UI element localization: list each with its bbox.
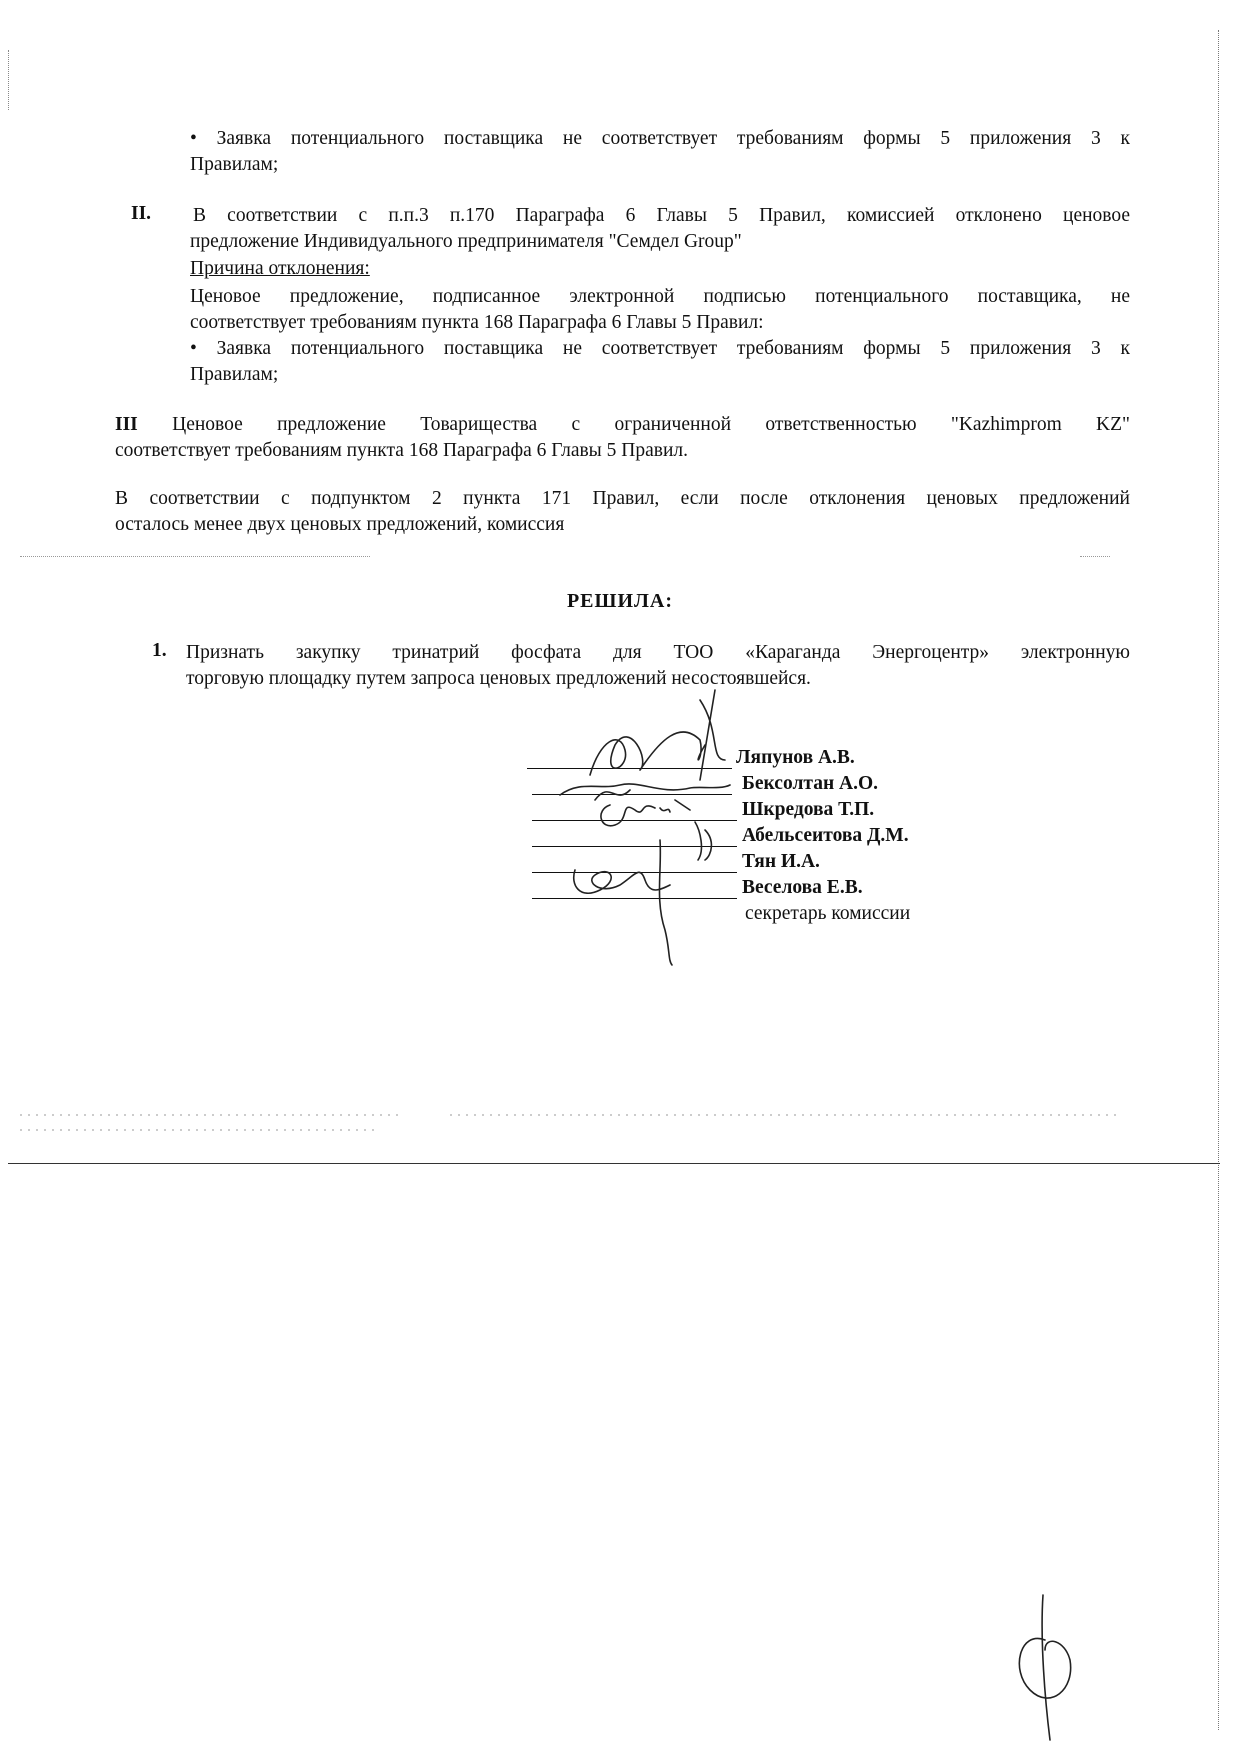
signature-6 xyxy=(659,840,672,965)
signature-2 xyxy=(560,784,730,800)
secretary-role: секретарь комиссии xyxy=(745,903,911,924)
decision-item-number: 1. xyxy=(152,640,167,661)
signatory-name-6: Веселова Е.В. xyxy=(742,877,863,898)
conclusion-line-2: осталось менее двух ценовых предложений, комиссия xyxy=(115,514,565,535)
section-iii-line-2: соответствует требованиям пункта 168 Параграфа 6 Главы 5 Правил. xyxy=(115,440,689,461)
signatory-name-4: Абельсеитова Д.М. xyxy=(742,825,909,846)
section-iii-text-1: Ценовое предложение Товарищества с ограниченной ответственностью "Kazhimprom KZ" xyxy=(172,414,1131,435)
signature-1 xyxy=(590,690,725,780)
signature-4 xyxy=(695,822,711,860)
top-bullet-line-1: • Заявка потенциального поставщика не соответствует требованиям формы 5 приложения 3 к xyxy=(190,128,1130,149)
section-ii-reason-line-2: соответствует требованиям пункта 168 Параграфа 6 Главы 5 Правил: xyxy=(190,312,764,333)
signatory-name-1: Ляпунов А.В. xyxy=(736,747,855,768)
section-ii-reason-line-1: Ценовое предложение, подписанное электронной подписью потенциального поставщика, не xyxy=(190,286,1130,307)
signatory-name-5: Тян И.А. xyxy=(742,851,820,872)
section-ii-reason-label: Причина отклонения: xyxy=(190,258,370,279)
decision-item-line-2: торговую площадку путем запроса ценовых предложений несостоявшейся. xyxy=(186,668,811,689)
decision-item-line-1: Признать закупку тринатрий фосфата для ТОО «Караганда Энергоцентр» электронную xyxy=(186,642,1130,663)
section-iii-number: III xyxy=(115,414,138,435)
section-ii-bullet-line-1: • Заявка потенциального поставщика не соответствует требованиям формы 5 приложения 3 к xyxy=(190,338,1130,359)
decision-heading: РЕШИЛА: xyxy=(566,590,674,612)
top-bullet-line-2: Правилам; xyxy=(190,154,279,175)
signature-5 xyxy=(574,870,670,893)
conclusion-line-1: В соответствии с подпунктом 2 пункта 171 Правил, если после отклонения ценовых предложений xyxy=(115,488,1130,509)
initials-mark xyxy=(1019,1595,1070,1740)
signatory-name-2: Бексолтан А.О. xyxy=(742,773,879,794)
page-divider-line xyxy=(8,1163,1220,1164)
signatory-name-3: Шкредова Т.П. xyxy=(742,799,875,820)
section-ii-bullet-line-2: Правилам; xyxy=(190,364,279,385)
section-ii-line-2: предложение Индивидуального предпринимателя "Семдел Group" xyxy=(190,231,742,252)
section-ii-number: II. xyxy=(131,203,152,224)
section-ii-line-1: В соответствии с п.п.3 п.170 Параграфа 6 Главы 5 Правил, комиссией отклонено ценовое xyxy=(193,205,1130,226)
signature-3 xyxy=(601,800,690,826)
